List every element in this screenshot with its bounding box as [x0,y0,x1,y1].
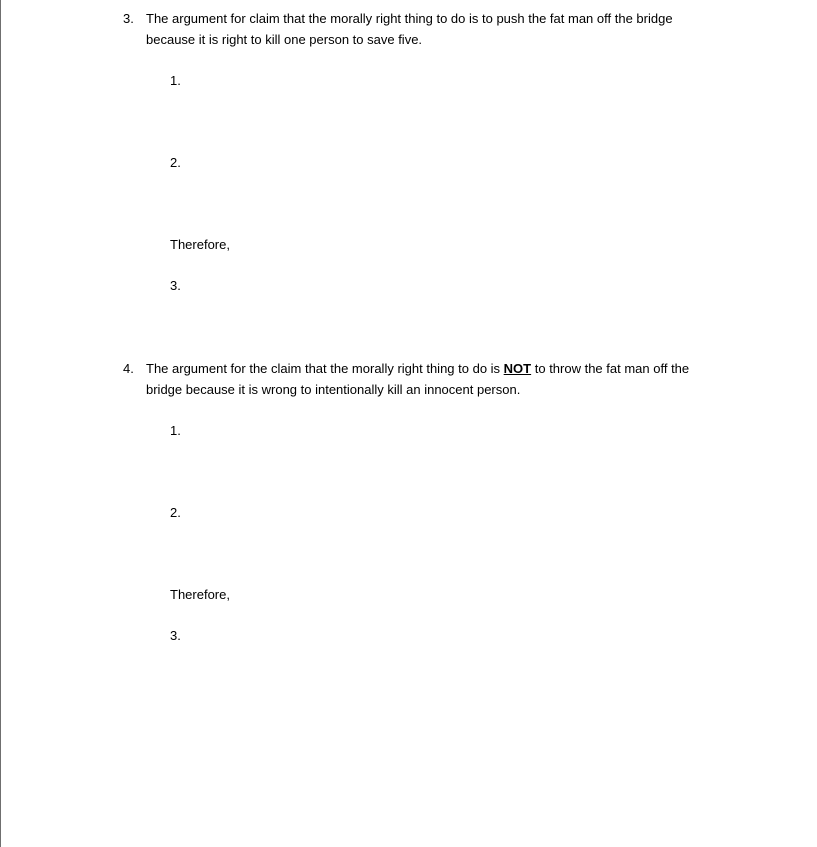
premise-1-label: 1. [170,423,181,438]
premise-2-label: 2. [170,505,181,520]
therefore-label: Therefore, [170,237,230,252]
emphasis-not: NOT [503,361,532,376]
question-text [146,358,689,400]
question-text-line-1-end: bridge [636,11,673,26]
premise-1-label: 1. [170,73,181,88]
premise-2-label: 2. [170,155,181,170]
conclusion-3-label: 3. [170,628,181,643]
question-number: 4. [123,361,134,376]
question-text-line-2: because it is right to kill one person to save five. [146,32,423,47]
question-text-line-1: The argument for claim that the morally right thing to do is to push the fat man off the [146,11,633,26]
question-text [146,8,673,50]
question-text-line-2: bridge because it is wrong to intentionally kill an innocent person. [146,382,521,397]
question-text-line-1-pre: The argument for the claim that the morally right thing to do is [146,361,504,376]
therefore-label: Therefore, [170,587,230,602]
conclusion-3-label: 3. [170,278,181,293]
question-number: 3. [123,11,134,26]
question-text-line-1-post: to throw the fat man off the [531,361,690,376]
